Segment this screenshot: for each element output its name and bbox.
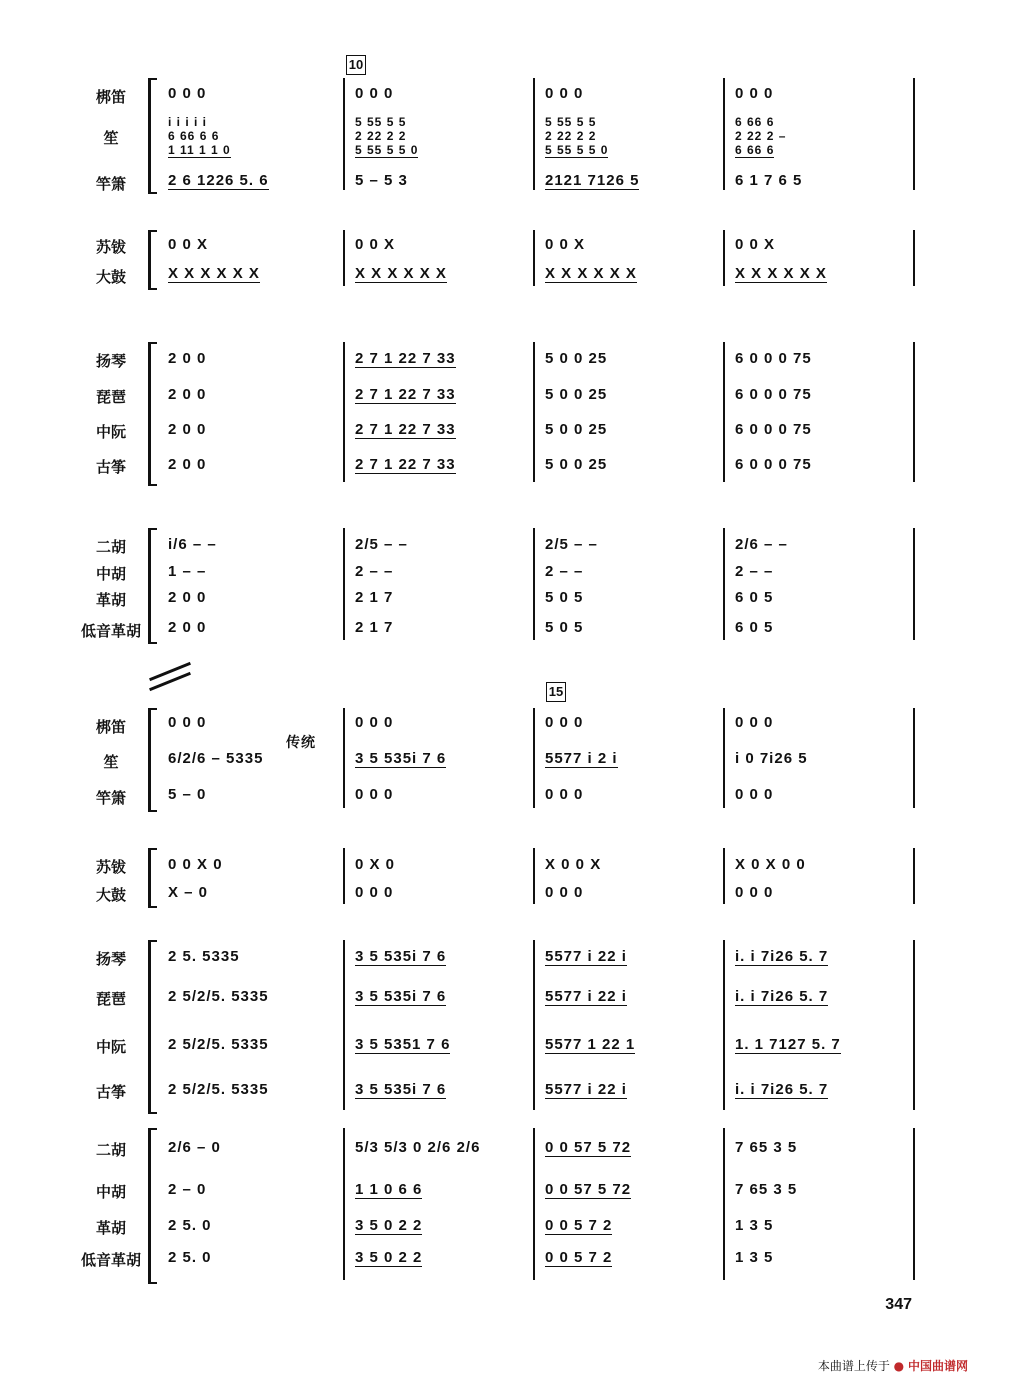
- brace-winds: [148, 78, 157, 194]
- notes-pipa-m4: 6 0 0 0 75: [735, 386, 812, 403]
- notes-dagu-m3: X X X X X X: [545, 265, 637, 282]
- rehearsal-mark-15: 15: [546, 682, 566, 702]
- label-subo-2: 苏钹: [95, 858, 126, 876]
- notes-b-bangdi-m1: 0 0 0: [168, 714, 207, 731]
- notes-b-gehu-m2: 3 5 0 2 2: [355, 1217, 423, 1234]
- label-gehu: 革胡: [95, 591, 126, 609]
- notes-b-zhongruan-m3: 5577 1 22 1: [545, 1036, 636, 1053]
- notes-b-yangqin-m4: i. i 7i26 5. 7: [735, 948, 829, 965]
- notes-guzheng-m1: 2 0 0: [168, 456, 207, 473]
- notes-gehu-m2: 2 1 7: [355, 589, 394, 606]
- brace-plucked-2: [148, 940, 157, 1114]
- label-bangdi: 梆笛: [95, 88, 126, 106]
- label-ganxiao-2: 竿箫: [95, 789, 126, 807]
- barline: [723, 230, 725, 286]
- barline: [533, 1128, 535, 1280]
- label-dagu-2: 大鼓: [95, 886, 126, 904]
- barline: [723, 940, 725, 1110]
- notes-digehu-m3: 5 0 5: [545, 619, 584, 636]
- notes-b-erhu-m1: 2/6 – 0: [168, 1139, 221, 1156]
- notes-b-bangdi-m3: 0 0 0: [545, 714, 584, 731]
- notes-sheng-top-m2: 5 55 5 5: [355, 115, 407, 129]
- notes-guzheng-m2: 2 7 1 22 7 33: [355, 456, 456, 473]
- brace-winds-2: [148, 708, 157, 812]
- barline: [723, 78, 725, 190]
- notes-digehu-m2: 2 1 7: [355, 619, 394, 636]
- notes-b-gehu-m4: 1 3 5: [735, 1217, 774, 1234]
- label-sheng: 笙: [103, 129, 119, 147]
- notes-dagu-m4: X X X X X X: [735, 265, 827, 282]
- notes-b-sheng-m2: 3 5 535i 7 6: [355, 750, 447, 767]
- barline: [913, 708, 915, 808]
- notes-subo-m3: 0 0 X: [545, 236, 586, 253]
- system-separator: [149, 662, 191, 681]
- notes-bangdi-m3: 0 0 0: [545, 85, 584, 102]
- notes-b-subo-m1: 0 0 X 0: [168, 856, 223, 873]
- barline: [913, 342, 915, 482]
- label-zhongruan: 中阮: [95, 423, 126, 441]
- notes-dagu-m1: X X X X X X: [168, 265, 260, 282]
- notes-digehu-m1: 2 0 0: [168, 619, 207, 636]
- barline: [913, 528, 915, 640]
- rehearsal-mark-10: 10: [346, 55, 366, 75]
- label-guzheng-2: 古筝: [95, 1083, 126, 1101]
- notes-b-zhonghu-m3: 0 0 57 5 72: [545, 1181, 632, 1198]
- notes-b-dagu-m1: X – 0: [168, 884, 209, 901]
- notes-b-ganxiao-m3: 0 0 0: [545, 786, 584, 803]
- notes-b-subo-m4: X 0 X 0 0: [735, 856, 806, 873]
- notes-b-pipa-m2: 3 5 535i 7 6: [355, 988, 447, 1005]
- brace-bowed: [148, 528, 157, 644]
- notes-b-bangdi-m2: 0 0 0: [355, 714, 394, 731]
- notes-zhongruan-m3: 5 0 0 25: [545, 421, 608, 438]
- label-erhu-2: 二胡: [95, 1141, 126, 1159]
- label-yangqin: 扬琴: [95, 352, 126, 370]
- notes-subo-m4: 0 0 X: [735, 236, 776, 253]
- notes-erhu-m3: 2/5 – –: [545, 536, 598, 553]
- notes-b-zhonghu-m4: 7 65 3 5: [735, 1181, 798, 1198]
- notes-b-subo-m2: 0 X 0: [355, 856, 396, 873]
- notes-b-zhongruan-m2: 3 5 5351 7 6: [355, 1036, 451, 1053]
- notes-sheng-top-m4: 6 66 6: [735, 115, 775, 129]
- barline: [723, 848, 725, 904]
- notes-b-sheng-m1: 6/2/6 – 5335: [168, 750, 264, 767]
- barline: [533, 848, 535, 904]
- notes-zhonghu-m1: 1 – –: [168, 563, 207, 580]
- label-gehu-2: 革胡: [95, 1219, 126, 1237]
- notes-sheng-low-m3: 5 55 5 5 0: [545, 143, 609, 157]
- label-zhonghu: 中胡: [95, 565, 126, 583]
- notes-zhongruan-m4: 6 0 0 0 75: [735, 421, 812, 438]
- notes-b-dagu-m3: 0 0 0: [545, 884, 584, 901]
- notes-ganxiao-m4: 6 1 7 6 5: [735, 172, 803, 189]
- barline: [343, 940, 345, 1110]
- notes-yangqin-m2: 2 7 1 22 7 33: [355, 350, 456, 367]
- notes-sheng-mid-m3: 2 22 2 2: [545, 129, 597, 143]
- notes-b-zhonghu-m1: 2 – 0: [168, 1181, 207, 1198]
- notes-sheng-top-m1: i i i i i: [168, 115, 208, 129]
- notes-b-pipa-m4: i. i 7i26 5. 7: [735, 988, 829, 1005]
- barline: [343, 708, 345, 808]
- notes-b-sheng-m4: i 0 7i26 5: [735, 750, 808, 767]
- notes-zhonghu-m2: 2 – –: [355, 563, 394, 580]
- notes-gehu-m1: 2 0 0: [168, 589, 207, 606]
- site-logo-icon: ●: [893, 1359, 905, 1373]
- notes-bangdi-m2: 0 0 0: [355, 85, 394, 102]
- label-guzheng: 古筝: [95, 458, 126, 476]
- notes-b-bangdi-m4: 0 0 0: [735, 714, 774, 731]
- barline: [533, 528, 535, 640]
- notes-b-digehu-m2: 3 5 0 2 2: [355, 1249, 423, 1266]
- barline: [343, 342, 345, 482]
- notes-b-sheng-m3: 5577 i 2 i: [545, 750, 618, 767]
- notes-b-erhu-m3: 0 0 57 5 72: [545, 1139, 632, 1156]
- label-zhonghu-2: 中胡: [95, 1183, 126, 1201]
- barline: [723, 1128, 725, 1280]
- notes-b-ganxiao-m1: 5 – 0: [168, 786, 207, 803]
- barline: [533, 708, 535, 808]
- notes-erhu-m2: 2/5 – –: [355, 536, 408, 553]
- label-digehu-2: 低音革胡: [80, 1251, 141, 1269]
- barline: [533, 230, 535, 286]
- notes-b-pipa-m3: 5577 i 22 i: [545, 988, 627, 1005]
- notes-b-yangqin-m1: 2 5. 5335: [168, 948, 240, 965]
- notes-dagu-m2: X X X X X X: [355, 265, 447, 282]
- label-dagu: 大鼓: [95, 268, 126, 286]
- notes-ganxiao-m2: 5 – 5 3: [355, 172, 408, 189]
- notes-yangqin-m1: 2 0 0: [168, 350, 207, 367]
- notes-ganxiao-m3: 2121 7126 5: [545, 172, 640, 189]
- notes-b-zhonghu-m2: 1 1 0 6 6: [355, 1181, 423, 1198]
- notes-gehu-m4: 6 0 5: [735, 589, 774, 606]
- notes-zhongruan-m2: 2 7 1 22 7 33: [355, 421, 456, 438]
- notes-b-zhongruan-m1: 2 5/2/5. 5335: [168, 1036, 269, 1053]
- notes-b-dagu-m2: 0 0 0: [355, 884, 394, 901]
- label-sheng-2: 笙: [103, 753, 119, 771]
- barline: [343, 528, 345, 640]
- notes-sheng-top-m3: 5 55 5 5: [545, 115, 597, 129]
- notes-yangqin-m4: 6 0 0 0 75: [735, 350, 812, 367]
- notes-b-pipa-m1: 2 5/2/5. 5335: [168, 988, 269, 1005]
- notes-ganxiao-m1: 2 6 1226 5. 6: [168, 172, 269, 189]
- footer-credit: [818, 1357, 968, 1374]
- brace-plucked: [148, 342, 157, 486]
- notes-pipa-m3: 5 0 0 25: [545, 386, 608, 403]
- page-number: 347: [885, 1296, 912, 1313]
- label-bangdi-2: 梆笛: [95, 718, 126, 736]
- notes-b-yangqin-m2: 3 5 535i 7 6: [355, 948, 447, 965]
- notes-sheng-low-m4: 6 66 6: [735, 143, 775, 157]
- barline: [343, 230, 345, 286]
- footer-brand[interactable]: 中国曲谱网: [907, 1359, 968, 1373]
- notes-subo-m1: 0 0 X: [168, 236, 209, 253]
- notes-digehu-m4: 6 0 5: [735, 619, 774, 636]
- notes-b-ganxiao-m4: 0 0 0: [735, 786, 774, 803]
- notes-b-zhongruan-m4: 1. 1 7127 5. 7: [735, 1036, 841, 1053]
- notes-b-guzheng-m2: 3 5 535i 7 6: [355, 1081, 447, 1098]
- notes-b-gehu-m3: 0 0 5 7 2: [545, 1217, 613, 1234]
- brace-bowed-2: [148, 1128, 157, 1284]
- notes-b-guzheng-m1: 2 5/2/5. 5335: [168, 1081, 269, 1098]
- label-subo: 苏钹: [95, 238, 126, 256]
- barline: [533, 342, 535, 482]
- barline: [913, 230, 915, 286]
- label-zhongruan-2: 中阮: [95, 1038, 126, 1056]
- notes-bangdi-m4: 0 0 0: [735, 85, 774, 102]
- label-ganxiao: 竿箫: [95, 175, 126, 193]
- notes-zhonghu-m4: 2 – –: [735, 563, 774, 580]
- label-pipa-2: 琵琶: [95, 990, 126, 1008]
- notes-b-guzheng-m3: 5577 i 22 i: [545, 1081, 627, 1098]
- notes-zhonghu-m3: 2 – –: [545, 563, 584, 580]
- label-digehu: 低音革胡: [80, 622, 141, 640]
- notes-zhongruan-m1: 2 0 0: [168, 421, 207, 438]
- notes-erhu-m1: i/6 – –: [168, 536, 217, 553]
- barline: [913, 78, 915, 190]
- barline: [913, 848, 915, 904]
- notes-b-digehu-m1: 2 5. 0: [168, 1249, 212, 1266]
- notes-sheng-mid-m1: 6 66 6 6: [168, 129, 220, 143]
- barline: [343, 1128, 345, 1280]
- notes-b-guzheng-m4: i. i 7i26 5. 7: [735, 1081, 829, 1098]
- notes-pipa-m1: 2 0 0: [168, 386, 207, 403]
- barline: [533, 940, 535, 1110]
- notes-b-erhu-m4: 7 65 3 5: [735, 1139, 798, 1156]
- notes-b-dagu-m4: 0 0 0: [735, 884, 774, 901]
- notes-b-erhu-m2: 5/3 5/3 0 2/6 2/6: [355, 1139, 481, 1156]
- notes-guzheng-m3: 5 0 0 25: [545, 456, 608, 473]
- notes-yangqin-m3: 5 0 0 25: [545, 350, 608, 367]
- barline: [343, 848, 345, 904]
- notes-b-digehu-m4: 1 3 5: [735, 1249, 774, 1266]
- notes-b-gehu-m1: 2 5. 0: [168, 1217, 212, 1234]
- notes-sheng-low-m2: 5 55 5 5 0: [355, 143, 419, 157]
- brace-percussion-2: [148, 848, 157, 908]
- barline: [343, 78, 345, 190]
- footer-prefix: 本曲谱上传于: [817, 1359, 890, 1373]
- notes-subo-m2: 0 0 X: [355, 236, 396, 253]
- barline: [723, 342, 725, 482]
- brace-percussion: [148, 230, 157, 290]
- barline: [913, 940, 915, 1110]
- label-erhu: 二胡: [95, 538, 126, 556]
- notes-pipa-m2: 2 7 1 22 7 33: [355, 386, 456, 403]
- annotation-chuantong: 传统: [286, 735, 316, 751]
- label-pipa: 琵琶: [95, 388, 126, 406]
- notes-erhu-m4: 2/6 – –: [735, 536, 788, 553]
- notes-b-ganxiao-m2: 0 0 0: [355, 786, 394, 803]
- notes-sheng-mid-m2: 2 22 2 2: [355, 129, 407, 143]
- notes-guzheng-m4: 6 0 0 0 75: [735, 456, 812, 473]
- notes-b-subo-m3: X 0 0 X: [545, 856, 602, 873]
- notes-b-digehu-m3: 0 0 5 7 2: [545, 1249, 613, 1266]
- barline: [723, 528, 725, 640]
- notes-bangdi-m1: 0 0 0: [168, 85, 207, 102]
- notes-sheng-low-m1: 1 11 1 1 0: [168, 143, 231, 157]
- barline: [533, 78, 535, 190]
- notes-sheng-mid-m4: 2 22 2 –: [735, 129, 787, 143]
- label-yangqin-2: 扬琴: [95, 950, 126, 968]
- barline: [723, 708, 725, 808]
- notes-gehu-m3: 5 0 5: [545, 589, 584, 606]
- barline: [913, 1128, 915, 1280]
- notes-b-yangqin-m3: 5577 i 22 i: [545, 948, 627, 965]
